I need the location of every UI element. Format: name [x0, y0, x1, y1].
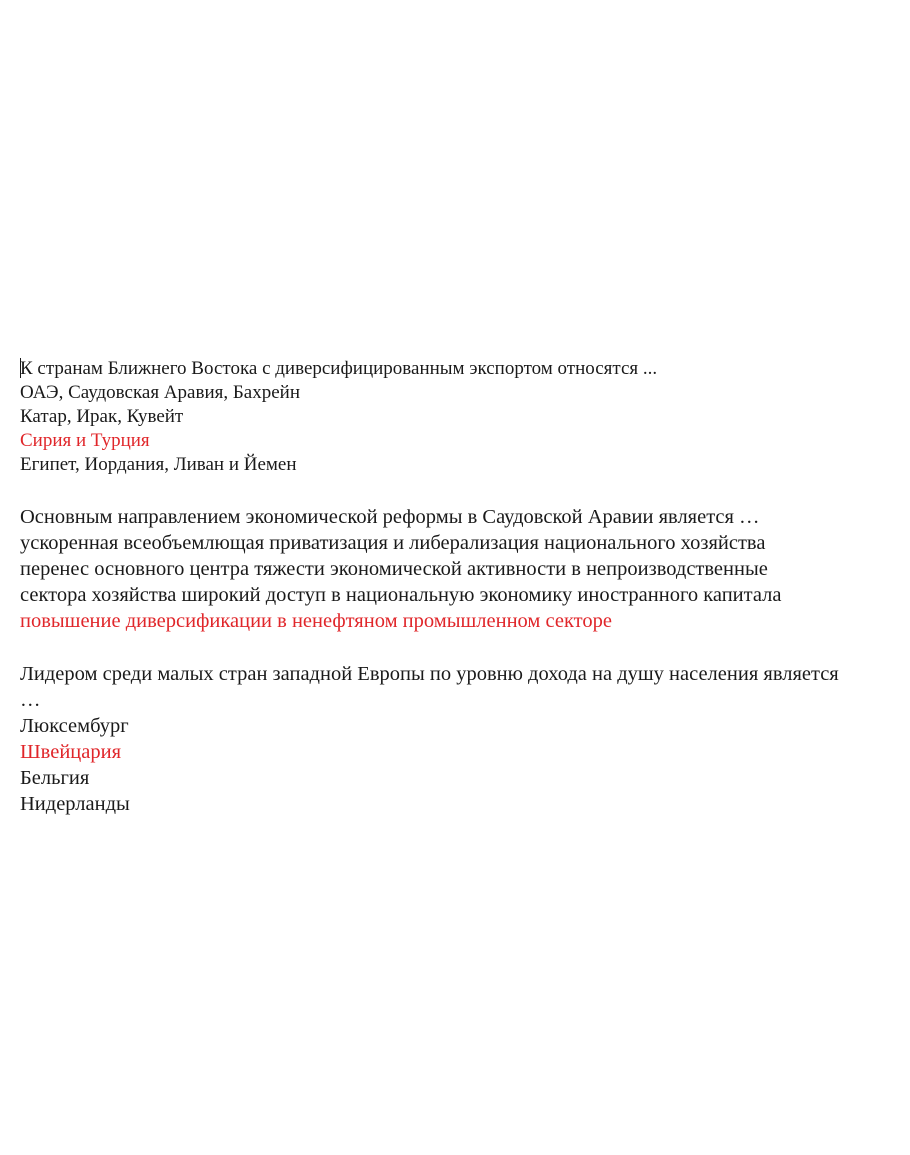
answer-option: Люксембург: [20, 715, 129, 737]
answer-option: сектора хозяйства широкий доступ в национальную экономику иностранного капитала: [20, 584, 782, 606]
question-text: Лидером среди малых стран западной Европы по уровню дохода на душу населения является …: [20, 663, 839, 711]
correct-answer-option: Сирия и Турция: [20, 430, 150, 451]
answer-option: ускоренная всеобъемлющая приватизация и либерализация национального хозяйства: [20, 532, 766, 554]
document-body: [20, 357, 890, 817]
question-2: [20, 504, 890, 634]
answer-option: Нидерланды: [20, 793, 130, 815]
correct-answer-option: повышение диверсификации в ненефтяном промышленном секторе: [20, 610, 612, 632]
question-3: [20, 661, 890, 817]
question-text: К странам Ближнего Востока с диверсифицированным экспортом относятся ...: [20, 358, 658, 379]
answer-option: Египет, Иордания, Ливан и Йемен: [20, 454, 297, 475]
answer-option: ОАЭ, Саудовская Аравия, Бахрейн: [20, 382, 300, 403]
question-1: [20, 357, 890, 477]
correct-answer-option: Швейцария: [20, 741, 122, 763]
answer-option: Катар, Ирак, Кувейт: [20, 406, 184, 427]
answer-option: перенес основного центра тяжести экономической активности в непроизводственные: [20, 558, 768, 580]
answer-option: Бельгия: [20, 767, 90, 789]
question-text: Основным направлением экономической реформы в Саудовской Аравии является …: [20, 506, 760, 528]
